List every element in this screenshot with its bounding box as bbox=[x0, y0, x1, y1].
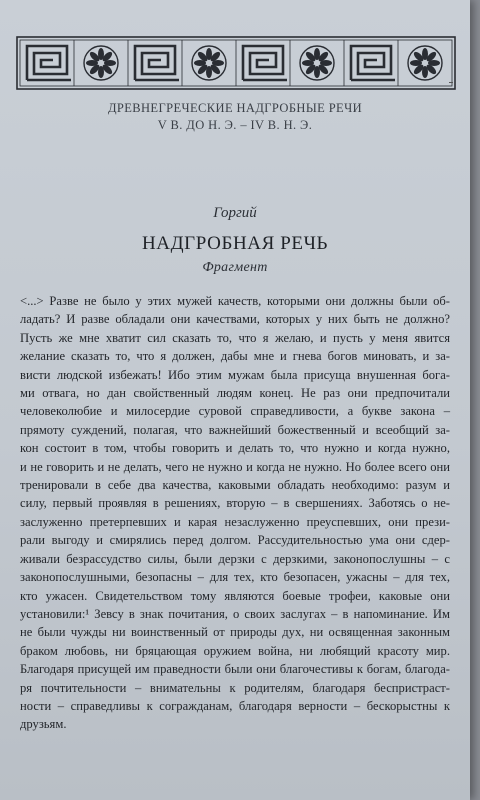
meander-key-motif bbox=[243, 46, 287, 80]
text-line: не были чужды ни воинственный от природы дух, ни освященная законным bbox=[20, 625, 450, 640]
text-line: Благодаря присущей им праведности были они благочестивы к богам, благода- bbox=[20, 662, 450, 677]
text-line: браком любовь, ни бряцающая оружием война, ни любящий красоту мир. bbox=[20, 643, 450, 658]
text-line: висти людской избежать! Ибо этим мужам была присуща внушенная бога- bbox=[20, 367, 450, 382]
rosette-motif bbox=[408, 46, 442, 80]
text-line: ми отвага, но дан свойственный людям конец. Не раз они предпочитали bbox=[20, 386, 450, 401]
text-line: <...> Разве не было у этих мужей качеств, которыми они должны были об- bbox=[20, 294, 450, 308]
meander-key-motif bbox=[351, 46, 395, 80]
page-mark bbox=[449, 82, 453, 83]
text-line: ности – справедливы к согражданам, благодаря верности – бескорыстны к bbox=[20, 698, 450, 713]
speech-text bbox=[20, 292, 450, 734]
running-header bbox=[0, 100, 470, 134]
text-line: рали выгоду и смирялись перед долгом. Рассудительностью ума они сдер- bbox=[20, 533, 450, 548]
header-period: V В. ДО Н. Э. – IV В. Н. Э. bbox=[157, 118, 313, 132]
text-line: кто ужасен. Свидетельством тому являются боевые трофеи, каковые они bbox=[20, 588, 450, 603]
greek-key-ornament-border bbox=[16, 36, 456, 90]
rosette-motif bbox=[84, 46, 118, 80]
text-line: силу, первый проявляя в решениях, вторую – в свершениях. Заботясь о не- bbox=[20, 496, 450, 511]
text-line: желание сказать то, что я должен, дабы мне и гнева богов миновать, и за- bbox=[20, 349, 450, 364]
text-line: тренировали в себе два качества, каковыми обладать необходимо: разум и bbox=[20, 478, 450, 493]
speech-subtitle: Фрагмент bbox=[202, 260, 268, 275]
rosette-motif bbox=[300, 46, 334, 80]
text-line: кон состоит в том, чтобы говорить и делать то, что нужно и когда нужно, bbox=[20, 441, 450, 456]
rosette-motif bbox=[192, 46, 226, 80]
text-line: и не говорить и не делать, чего не нужно и когда не нужно. Но более всего они bbox=[20, 459, 450, 474]
author-name: Горгий bbox=[213, 205, 257, 221]
meander-key-motif bbox=[27, 46, 71, 80]
header-collection-title: ДРЕВНЕГРЕЧЕСКИЕ НАДГРОБНЫЕ РЕЧИ bbox=[107, 101, 363, 115]
text-line: заслуженно претерпевших и карая незаслуженно преуспевших, они прези- bbox=[20, 514, 450, 529]
speech-title: НАДГРОБНАЯ РЕЧЬ bbox=[141, 233, 329, 254]
text-line: Пусть же мне хватит сил сказать то, что я желаю, и пусть у меня явится bbox=[20, 330, 450, 345]
text-line: ря почтительности – внимательны к родителям, благодаря беспристраст- bbox=[20, 680, 450, 695]
text-line: ладать? И разве обладали они качествами, которых у них быть не должно? bbox=[20, 312, 450, 327]
meander-key-motif bbox=[135, 46, 179, 80]
text-line: друзьям. bbox=[20, 717, 67, 732]
text-line: прямоту суждений, полагая, что важнейший божественный и всеобщий за- bbox=[20, 422, 450, 437]
text-line: установили:¹ Зевсу в знак почитания, о своих заслугах – в напоминание. Им bbox=[20, 606, 450, 621]
text-line: законопослушными, безопасны – для тех, кто безопасен, ужасны – для тех, bbox=[20, 570, 450, 585]
text-line: человеколюбие и милосердие суровой справедливости, а букве закона – bbox=[20, 404, 450, 419]
text-line: живали безрассудство силы, были дерзки с дерзкими, законопослушны – с bbox=[20, 551, 450, 566]
